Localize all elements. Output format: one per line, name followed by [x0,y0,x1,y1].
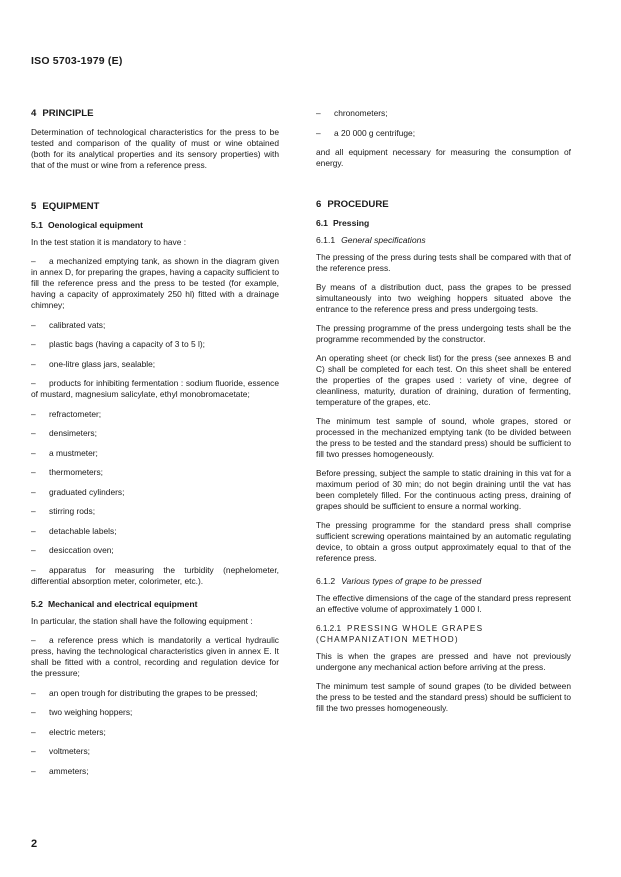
right-column [316,108,571,722]
oenological-equipment-list [31,256,279,587]
paragraph: The pressing programme of the press undergoing tests shall be the programme recommended by the constructor. [316,323,571,344]
list-item: – a 20 000 g centrifuge; [316,127,416,138]
list-item: – voltmeters; [31,746,90,756]
section-subtitle: (CHAMPANIZATION METHOD) [316,635,459,644]
section-title: Mechanical and electrical equipment [47,599,198,609]
section-title: EQUIPMENT [42,201,100,212]
section-number: 6.1 [316,218,328,228]
paragraph: By means of a distribution duct, pass the grapes to be pressed simultaneously into two weighing hoppers situated above the entrance to the reference press and press undergoing tests. [316,282,571,314]
section-5-heading [31,201,279,212]
section-6-heading [316,199,571,210]
section-title: Various types of grape to be pressed [341,576,482,586]
list-item: – plastic bags (having a capacity of 3 to 5 l); [31,339,205,349]
section-6-1-2-1-heading [316,623,571,645]
section-number: 6 [316,199,322,210]
standard-header: ISO 5703-1979 (E) [31,55,123,67]
section-title: PRINCIPLE [42,108,94,119]
section-6-1-2-heading [316,576,571,587]
section-5-1-heading [31,220,279,231]
energy-measuring-text: and all equipment necessary for measuring the consumption of energy. [316,147,571,168]
paragraph: Before pressing, subject the sample to static draining in this vat for a maximum period of 30 min; do not begin draining until the vat has been completely filled. For the continuous acting press, draining of grapes should be sufficient to ensure a normal working. [316,468,571,511]
list-item: – refractometer; [31,408,102,419]
section-5-2-heading [31,599,279,610]
list-item: – apparatus for measuring the turbidity (nephelometer, differential absorption meter, colorimeter, etc.). [31,564,279,586]
section-number: 4 [31,108,37,119]
list-item: – a mustmeter; [31,447,98,458]
list-item: – densimeters; [31,428,97,438]
left-column [31,108,279,785]
list-item: – stirring rods; [31,506,96,516]
continued-equipment-list [316,108,571,139]
list-item: – a mechanized emptying tank, as shown in the diagram given in annex D, for preparing the grapes, having a capacity sufficient to fill the reference press and the press to be tested (for example, having a capacity of approximately 250 hl) fitted with a drainage chimney; [31,256,279,310]
paragraph: The pressing of the press during tests shall be compared with that of the reference press. [316,252,571,273]
section-number: 5 [31,201,37,212]
paragraph: The effective dimensions of the cage of the standard press represent an effective volume of approximately 1 000 l. [316,593,571,614]
page-number: 2 [31,838,38,850]
section-5-2-intro: In particular, the station shall have the following equipment : [31,616,253,626]
paragraph: This is when the grapes are pressed and have not previously undergone any mechanical action before arriving at the press. [316,651,571,672]
section-number: 5.1 [31,220,43,230]
section-title: General specifications [341,235,426,245]
section-6-1-heading [316,218,571,229]
paragraph: The pressing programme for the standard press shall comprise sufficient screwing operations maintained by an automatic regulating device, to obtain a gross output approximately equal to that of the reference press. [316,520,571,563]
section-number: 5.2 [31,599,43,609]
list-item: – products for inhibiting fermentation : sodium fluoride, essence of mustard, magnesium salicylate, ethyl monobromacetate; [31,378,279,399]
mechanical-equipment-list [31,635,279,777]
paragraph: The minimum test sample of sound, whole grapes, stored or processed in the mechanized emptying tank (to be divided between the press to be tested and the standard press) should be sufficient to fill two presses homogeneously. [316,416,571,459]
list-item: – ammeters; [31,765,89,776]
section-5-1-intro: In the test station it is mandatory to have : [31,237,187,247]
list-item: – two weighing hoppers; [31,707,133,717]
section-title: PROCEDURE [327,199,389,210]
principle-text: Determination of technological characteristics for the press to be tested and comparison of the quality of must or wine obtained (both for its analytical properties and its sensory properties) with that of the must or wine from a reference press. [31,127,279,170]
list-item: – graduated cylinders; [31,486,125,497]
section-number: 6.1.1 [316,235,336,245]
paragraph: An operating sheet (or check list) for the press (see annexes B and C) shall be completed for each test. On this sheet shall be entered the properties of the grapes used : variety of vine, degree of cleanliness, maturity, duration of draining, duration of fermenting, temperature of the grapes, etc. [316,353,571,407]
section-4-heading [31,108,279,119]
paragraph: The minimum test sample of sound grapes (to be divided between the press to be tested and the standard press) should be sufficient to fill the two presses homogeneously. [316,681,571,713]
list-item: – a reference press which is mandatorily a vertical hydraulic press, having the technological characteristics given in annex E. It shall be fitted with a control, recording and regulation device for the pressure; [31,635,279,678]
list-item: – thermometers; [31,467,103,477]
list-item: – detachable labels; [31,525,117,536]
list-item: – desiccation oven; [31,545,114,555]
section-number: 6.1.2.1 [316,624,342,633]
section-title: Oenological equipment [47,220,143,230]
list-item: – calibrated vats; [31,319,106,330]
section-number: 6.1.2 [316,576,336,586]
list-item: – one-litre glass jars, sealable; [31,358,156,369]
list-item: – chronometers; [316,108,388,118]
list-item: – an open trough for distributing the grapes to be pressed; [31,687,258,698]
section-title: PRESSING WHOLE GRAPES [347,624,484,633]
list-item: – electric meters; [31,726,106,737]
section-6-1-1-heading [316,235,571,246]
section-title: Pressing [332,218,370,228]
